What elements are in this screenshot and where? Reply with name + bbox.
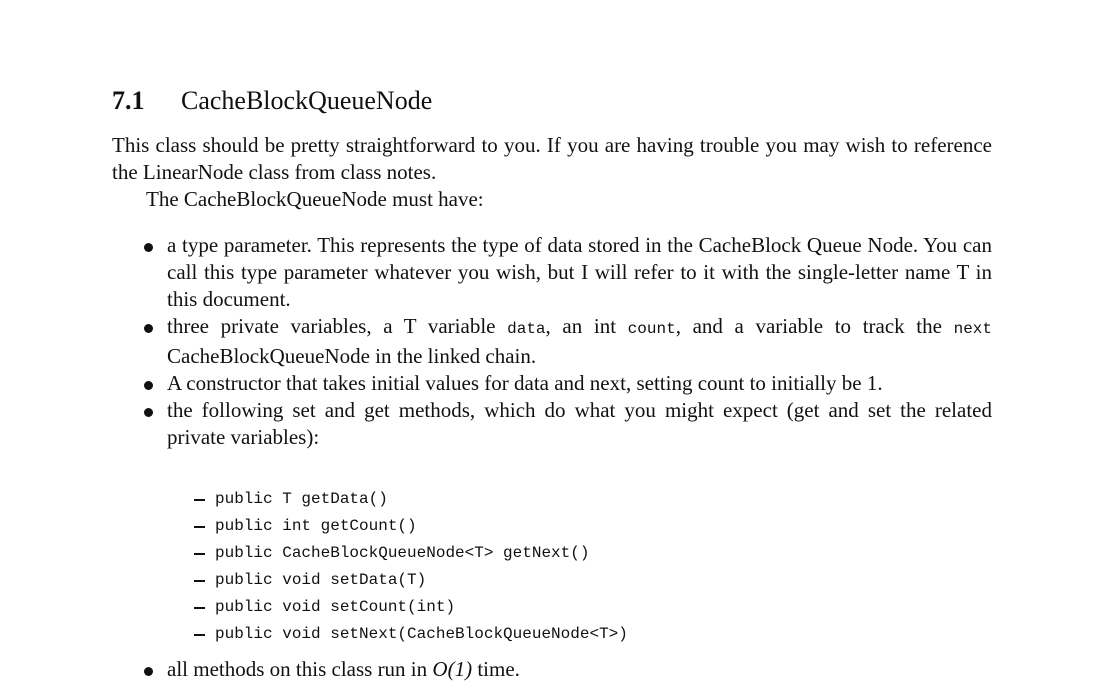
complexity-text-a: all methods on this class run in [167,657,433,681]
list-item-complexity [112,656,992,683]
method-item [190,486,628,513]
dash-icon [194,553,205,555]
section-number: 7.1 [112,86,145,115]
list-item-type-parameter [112,232,992,313]
big-o-notation: O(1) [432,657,473,681]
bullet-icon [144,408,153,417]
methods-intro-text: the following set and get methods, which do what you might expect (get and set the related private variables): [167,398,992,449]
variables-text-d: CacheBlockQueueNode in the linked chain. [167,344,537,368]
complexity-list [112,656,992,683]
variable-next-code: next [953,320,992,338]
method-item [190,540,628,567]
dash-icon [194,607,205,609]
variables-text-b: , an int [545,314,628,338]
method-signature: public void setCount(int) [215,598,456,616]
bullet-icon [144,381,153,390]
intro-requirements: The CacheBlockQueueNode must have: [146,187,484,211]
method-item [190,513,628,540]
intro-paragraph: This class should be pretty straightforward to you. If you are having trouble you may wish to reference the LinearNode class from class notes. [112,133,992,184]
bullet-icon [144,324,153,333]
requirements-list [112,232,992,451]
list-item-constructor [112,370,992,397]
method-signature: public CacheBlockQueueNode<T> getNext() [215,544,590,562]
method-signature: public T getData() [215,490,388,508]
variables-text-c: , and a variable to track the [675,314,954,338]
method-item [190,594,628,621]
type-parameter-text: a type parameter. This represents the type of data stored in the CacheBlock Queue Node. You can call this type parameter whatever you wish, but I will refer to it with the single-letter name T in this document. [167,233,992,311]
method-item [190,621,628,648]
list-item-private-variables [112,313,992,370]
method-signature: public void setData(T) [215,571,427,589]
section-title: CacheBlockQueueNode [181,86,433,115]
dash-icon [194,580,205,582]
variable-data-code: data [507,320,546,338]
list-item-methods [112,397,992,451]
section-heading [112,86,433,116]
method-item [190,567,628,594]
complexity-text-b: time. [472,657,520,681]
method-list [190,486,628,648]
bullet-icon [144,667,153,676]
dash-icon [194,526,205,528]
variable-count-code: count [627,320,676,338]
dash-icon [194,499,205,501]
method-signature: public int getCount() [215,517,417,535]
variables-text-a: three private variables, a T variable [167,314,508,338]
method-signature: public void setNext(CacheBlockQueueNode<T>) [215,625,628,643]
dash-icon [194,634,205,636]
bullet-icon [144,243,153,252]
constructor-text: A constructor that takes initial values for data and next, setting count to initially be 1. [167,371,883,395]
